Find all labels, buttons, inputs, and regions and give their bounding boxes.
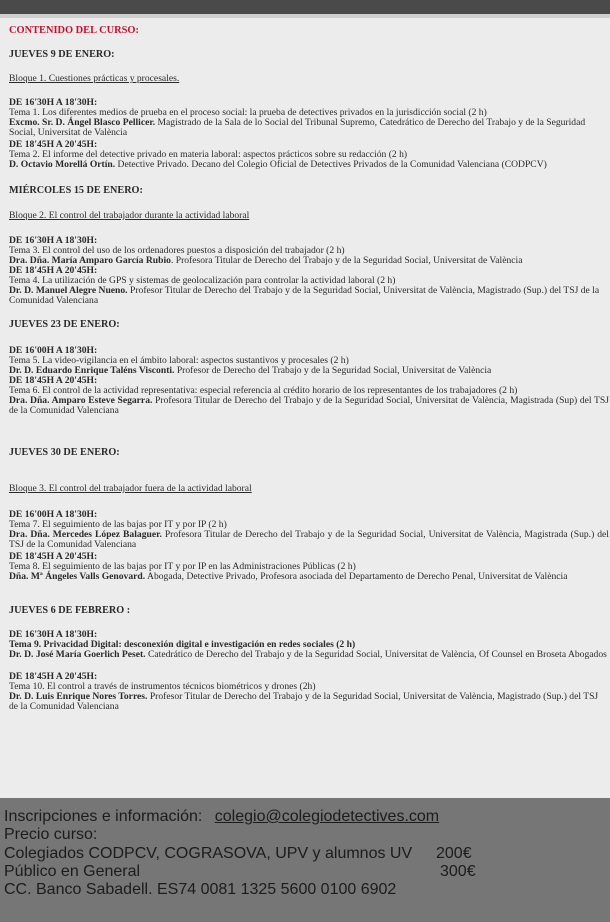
speaker-description: Profesor Titular de Derecho del Trabajo y de la Seguridad Social, Universitat de València, Magistrado (Sup.) del TSJ de la Comunidad Valenciana bbox=[9, 285, 600, 307]
day-heading-1: JUEVES 9 DE ENERO: bbox=[9, 49, 115, 60]
day-heading-5: JUEVES 6 DE FEBRERO : bbox=[9, 605, 131, 616]
session-topic: Tema 5. La video-vigilancia en el ámbito laboral: aspectos sustantivos y procesales (2 h) bbox=[9, 355, 349, 366]
speaker-description: . Profesora Titular de Derecho del Trabajo y de la Seguridad Social, Universitat de València bbox=[170, 255, 523, 266]
speaker-name: Excmo. Sr. D. Ángel Blasco Pellicer. bbox=[9, 117, 156, 128]
session-time: DE 16'30H A 18'30H: bbox=[9, 235, 98, 246]
session-speaker bbox=[9, 650, 609, 660]
speaker-name: Dr. D. Eduardo Enrique Taléns Visconti. bbox=[9, 365, 175, 376]
day-heading-4: JUEVES 30 DE ENERO: bbox=[9, 447, 120, 458]
speaker-name: Dra. Dña. María Amparo García Rubio bbox=[9, 255, 171, 266]
session-speaker bbox=[9, 256, 609, 266]
speaker-description: Magistrado de la Sala de lo Social del Tribunal Supremo, Catedrático de Derecho del Trabajo y de la Seguridad Social, Universitat de València bbox=[9, 117, 586, 139]
block-title-3: Bloque 3. El control del trabajador fuera de la actividad laboral bbox=[9, 483, 252, 494]
session-time: DE 16'00H A 18'30H: bbox=[9, 509, 98, 520]
speaker-name: Dr. D. José María Goerlich Peset. bbox=[9, 649, 146, 660]
speaker-name: D. Octavio Morellá Ortín. bbox=[9, 159, 116, 170]
session-topic: Tema 7. El seguimiento de las bajas por IT y por IP (2 h) bbox=[9, 519, 227, 530]
session-topic: Tema 10. El control a través de instrumentos técnicos biométricos y drones (2h) bbox=[9, 681, 316, 692]
session-speaker bbox=[9, 118, 609, 139]
block-title-2: Bloque 2. El control del trabajador durante la actividad laboral bbox=[9, 210, 250, 221]
session-time: DE 18'45H A 20'45H: bbox=[9, 375, 98, 386]
page-title: CONTENIDO DEL CURSO: bbox=[9, 25, 139, 36]
bank-account: CC. Banco Sabadell. ES74 0081 1325 5600 0100 6902 bbox=[4, 881, 397, 898]
speaker-name: Dña. Mª Ángeles Valls Genovard. bbox=[9, 571, 146, 582]
speaker-description: Detective Privado. Decano del Colegio Oficial de Detectives Privados de la Comunidad Valenciana (CODPCV) bbox=[115, 159, 547, 170]
speaker-name: Dr. D. Luis Enrique Nores Torres. bbox=[9, 691, 148, 702]
speaker-name: Dra. Dña. Mercedes López Balaguer. bbox=[9, 529, 162, 540]
speaker-description: Catedrático de Derecho del Trabajo y de la Seguridad Social, Universitat de València, Of Counsel en Broseta Abogados bbox=[145, 649, 607, 660]
info-label: Inscripciones e información: bbox=[4, 808, 203, 825]
speaker-name: Dr. D. Manuel Alegre Nueno. bbox=[9, 285, 128, 296]
session-topic: Tema 3. El control del uso de los ordenadores puestos a disposición del trabajador (2 h) bbox=[9, 245, 345, 256]
price-row-label: Público en General bbox=[4, 863, 141, 880]
session-speaker bbox=[9, 286, 609, 307]
session-topic: Tema 1. Los diferentes medios de prueba en el proceso social: la prueba de detectives privados en la jurisdicción social (2 h) bbox=[9, 107, 487, 118]
session-speaker bbox=[9, 572, 609, 582]
session-time: DE 16'30H A 18'30H: bbox=[9, 629, 98, 640]
session-time: DE 16'30H A 18'30H: bbox=[9, 97, 98, 108]
session-speaker bbox=[9, 530, 609, 551]
speaker-description: Profesora Titular de Derecho del Trabajo y de la Seguridad Social, Universitat de València, Magistrada (Sup) del TSJ de la Comunidad Valenciana bbox=[9, 395, 609, 417]
session-time: DE 18'45H A 20'45H: bbox=[9, 671, 98, 682]
speaker-description: Profesor de Derecho del Trabajo y de la Seguridad Social, Universitat de València bbox=[174, 365, 492, 376]
info-line bbox=[4, 808, 439, 826]
session-speaker bbox=[9, 366, 609, 376]
session-time: DE 18'45H A 20'45H: bbox=[9, 265, 98, 276]
session-topic: Tema 9. Privacidad Digital: desconexión digital e investigación en redes sociales (2 h) bbox=[9, 639, 356, 650]
speaker-description: Profesora Titular de Derecho del Trabajo y de la Seguridad Social, Universitat de València, Magistrada (Sup.) del TSJ de la Comunidad Valenciana bbox=[9, 529, 609, 551]
speaker-description: Abogada, Detective Privado, Profesora asociada del Departamento de Derecho Penal, Universitat de València bbox=[145, 571, 568, 582]
price-row-label: Colegiados CODPCV, COGRASOVA, UPV y alumnos UV bbox=[4, 845, 413, 862]
block-title-1: Bloque 1. Cuestiones prácticas y procesales. bbox=[9, 73, 180, 84]
session-topic: Tema 6. El control de la actividad representativa: especial referencia al crédito horario de los representantes de los trabajadores (2 h) bbox=[9, 385, 518, 396]
speaker-description: Profesor Titular de Derecho del Trabajo y de la Seguridad Social, Universitat de València, Magistrado (Sup.) del TSJ de la Comunidad Valenciana bbox=[9, 691, 599, 713]
session-topic: Tema 4. La utilización de GPS y sistemas de geolocalización para controlar la actividad laboral (2 h) bbox=[9, 275, 396, 286]
price-label: Precio curso: bbox=[4, 826, 98, 843]
session-time: DE 18'45H A 20'45H: bbox=[9, 551, 98, 562]
price-row-value: 300€ bbox=[440, 863, 476, 880]
registration-footer bbox=[0, 798, 610, 922]
price-row-value: 200€ bbox=[436, 845, 472, 862]
session-speaker bbox=[9, 160, 609, 170]
day-heading-2: MIÉRCOLES 15 DE ENERO: bbox=[9, 185, 143, 196]
session-time: DE 18'45H A 20'45H: bbox=[9, 139, 98, 150]
session-speaker bbox=[9, 692, 609, 713]
session-time: DE 16'00H A 18'30H: bbox=[9, 345, 98, 356]
day-heading-3: JUEVES 23 DE ENERO: bbox=[9, 319, 120, 330]
session-topic: Tema 8. El seguimiento de las bajas por IT y por IP en las Administraciones Públicas (2 h) bbox=[9, 561, 356, 572]
course-document bbox=[0, 18, 610, 798]
session-speaker bbox=[9, 396, 609, 417]
speaker-name: Dra. Dña. Amparo Esteve Segarra. bbox=[9, 395, 153, 406]
session-topic: Tema 2. El informe del detective privado en materia laboral: aspectos prácticos sobre su redacción (2 h) bbox=[9, 149, 408, 160]
email-link[interactable]: colegio@colegiodetectives.com bbox=[214, 808, 440, 825]
top-bar bbox=[0, 0, 610, 14]
